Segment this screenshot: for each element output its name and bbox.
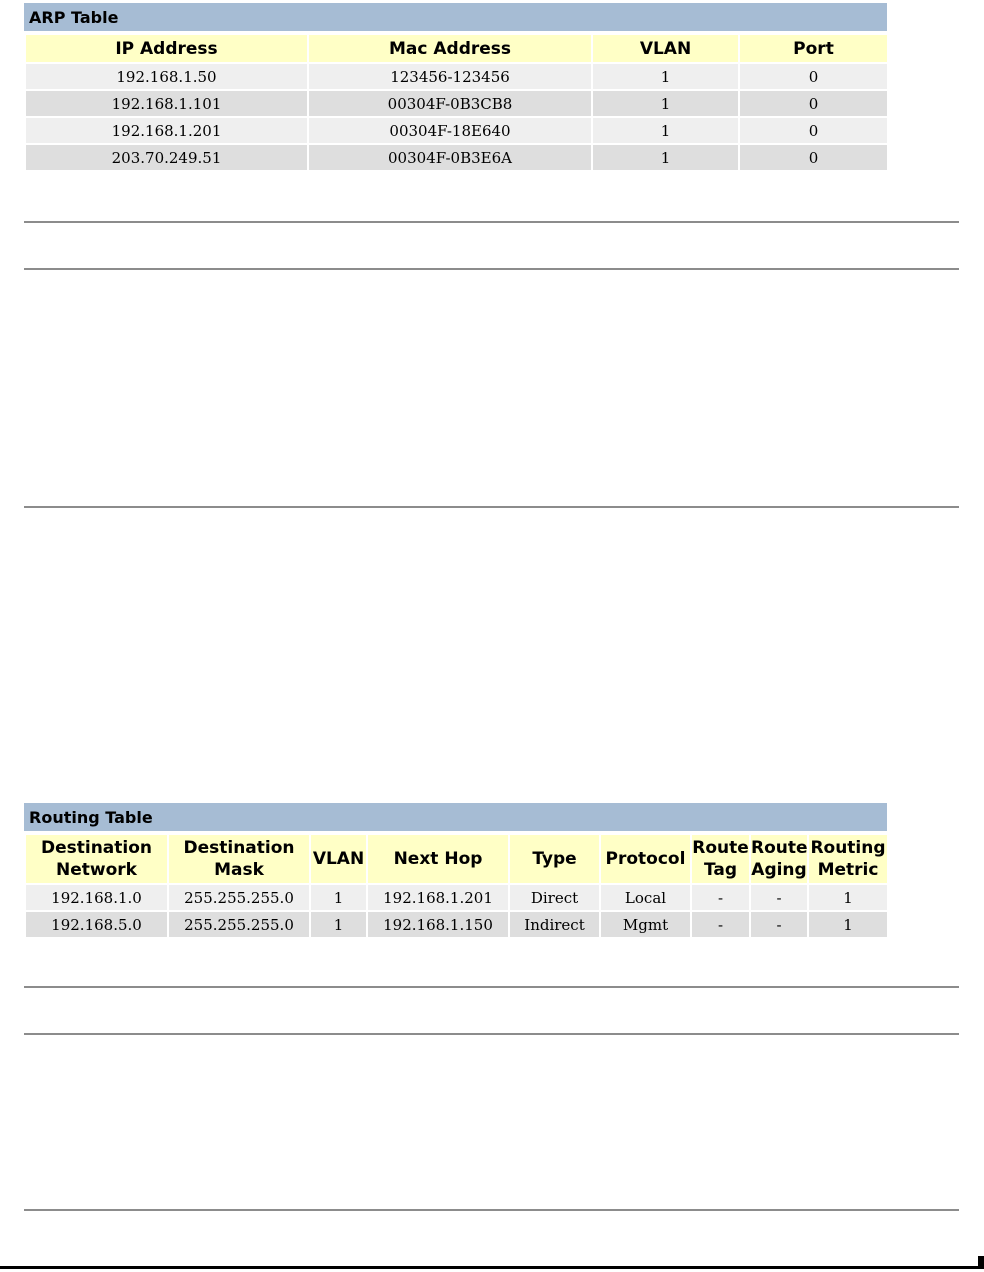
arp-mac-cell: 123456-123456 (308, 63, 592, 90)
routing-type-cell: Direct (509, 884, 600, 911)
routing-col-vlan: VLAN (310, 834, 367, 884)
routing-protocol-cell: Local (600, 884, 691, 911)
routing-protocol-cell: Mgmt (600, 911, 691, 938)
routing-type-cell: Indirect (509, 911, 600, 938)
routing-vlan-cell: 1 (310, 884, 367, 911)
divider (24, 268, 959, 270)
page-bottom-rule (0, 1266, 984, 1269)
table-row (25, 63, 888, 90)
routing-next-hop-cell: 192.168.1.150 (367, 911, 509, 938)
arp-mac-cell: 00304F-0B3CB8 (308, 90, 592, 117)
routing-aging-cell: - (750, 884, 808, 911)
routing-table-title: Routing Table (24, 803, 887, 833)
routing-network-cell: 192.168.1.0 (25, 884, 168, 911)
routing-col-route-aging: Route Aging (750, 834, 808, 884)
routing-aging-cell: - (750, 911, 808, 938)
arp-table-title: ARP Table (24, 3, 887, 33)
arp-mac-cell: 00304F-0B3E6A (308, 144, 592, 171)
arp-col-mac-address: Mac Address (308, 34, 592, 63)
routing-table-panel (24, 803, 887, 939)
routing-next-hop-cell: 192.168.1.201 (367, 884, 509, 911)
arp-col-vlan: VLAN (592, 34, 739, 63)
arp-table-header-row (25, 34, 888, 63)
arp-port-cell: 0 (739, 144, 888, 171)
arp-port-cell: 0 (739, 90, 888, 117)
page-edge-marker (978, 1256, 984, 1266)
arp-ip-cell: 192.168.1.201 (25, 117, 308, 144)
routing-network-cell: 192.168.5.0 (25, 911, 168, 938)
routing-col-routing-metric: Routing Metric (808, 834, 888, 884)
arp-table (24, 33, 889, 172)
routing-col-next-hop: Next Hop (367, 834, 509, 884)
divider (24, 1033, 959, 1035)
routing-col-destination-network: Destination Network (25, 834, 168, 884)
table-row (25, 884, 888, 911)
arp-ip-cell: 203.70.249.51 (25, 144, 308, 171)
arp-vlan-cell: 1 (592, 117, 739, 144)
routing-tag-cell: - (691, 884, 750, 911)
divider (24, 506, 959, 508)
divider (24, 221, 959, 223)
table-row (25, 117, 888, 144)
routing-tag-cell: - (691, 911, 750, 938)
routing-metric-cell: 1 (808, 884, 888, 911)
routing-table (24, 833, 889, 939)
routing-col-type: Type (509, 834, 600, 884)
arp-ip-cell: 192.168.1.50 (25, 63, 308, 90)
arp-col-ip-address: IP Address (25, 34, 308, 63)
divider (24, 1209, 959, 1211)
arp-col-port: Port (739, 34, 888, 63)
arp-port-cell: 0 (739, 63, 888, 90)
arp-vlan-cell: 1 (592, 144, 739, 171)
routing-col-protocol: Protocol (600, 834, 691, 884)
routing-vlan-cell: 1 (310, 911, 367, 938)
routing-col-destination-mask: Destination Mask (168, 834, 310, 884)
divider (24, 986, 959, 988)
routing-table-header-row (25, 834, 888, 884)
arp-vlan-cell: 1 (592, 63, 739, 90)
routing-mask-cell: 255.255.255.0 (168, 911, 310, 938)
table-row (25, 911, 888, 938)
routing-col-route-tag: Route Tag (691, 834, 750, 884)
table-row (25, 144, 888, 171)
arp-mac-cell: 00304F-18E640 (308, 117, 592, 144)
table-row (25, 90, 888, 117)
arp-port-cell: 0 (739, 117, 888, 144)
routing-metric-cell: 1 (808, 911, 888, 938)
arp-table-panel (24, 3, 887, 172)
arp-vlan-cell: 1 (592, 90, 739, 117)
routing-mask-cell: 255.255.255.0 (168, 884, 310, 911)
arp-ip-cell: 192.168.1.101 (25, 90, 308, 117)
